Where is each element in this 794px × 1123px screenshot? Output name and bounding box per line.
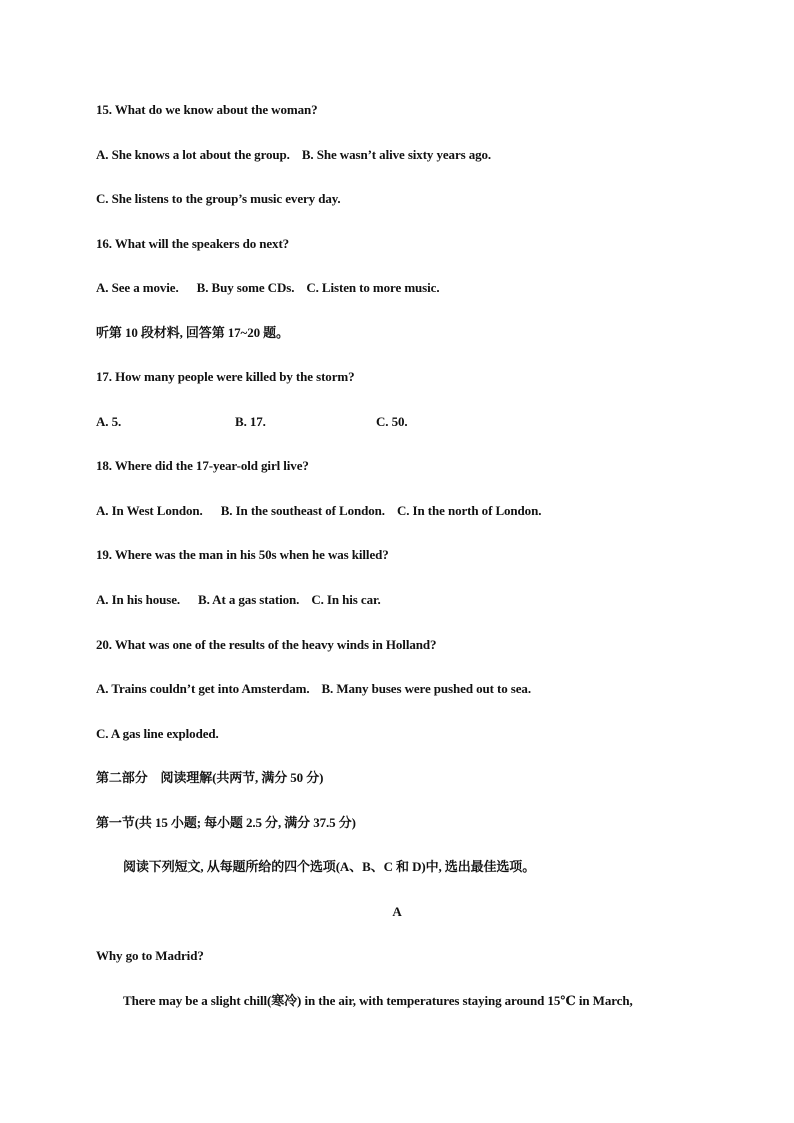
q18-option-c: C. In the north of London.	[396, 503, 542, 518]
question-17: 17. How many people were killed by the storm?	[96, 369, 355, 384]
question-18-options	[96, 502, 541, 520]
q18-option-b: B. In the southeast of London.	[220, 503, 385, 518]
section-1-heading: 第一节(共 15 小题; 每小题 2.5 分, 满分 37.5 分)	[96, 815, 356, 830]
question-15: 15. What do we know about the woman?	[96, 102, 318, 117]
q18-option-a: A. In West London.	[96, 503, 203, 518]
q17-option-c: C. 50.	[376, 414, 408, 429]
q19-option-a: A. In his house.	[96, 592, 181, 607]
question-19-options	[96, 591, 381, 609]
q20-option-c: C. A gas line exploded.	[96, 726, 219, 741]
q16-option-b: B. Buy some CDs.	[196, 280, 295, 295]
section-10-instruction: 听第 10 段材料, 回答第 17~20 题。	[96, 325, 289, 340]
reading-instruction: 阅读下列短文, 从每题所给的四个选项(A、B、C 和 D)中, 选出最佳选项。	[123, 859, 536, 874]
q16-option-a: A. See a movie.	[96, 280, 179, 295]
passage-first-line: There may be a slight chill(寒冷) in the air, with temperatures staying around 15℃ in March,	[123, 993, 633, 1008]
question-16: 16. What will the speakers do next?	[96, 236, 290, 251]
q16-option-c: C. Listen to more music.	[306, 280, 440, 295]
q19-option-b: B. At a gas station.	[198, 592, 300, 607]
question-15-options-row-1	[96, 146, 491, 164]
passage-label: A	[392, 904, 402, 919]
question-20: 20. What was one of the results of the heavy winds in Holland?	[96, 637, 437, 652]
q20-option-a: A. Trains couldn’t get into Amsterdam.	[96, 681, 310, 696]
question-18: 18. Where did the 17-year-old girl live?	[96, 458, 309, 473]
question-16-options	[96, 279, 439, 297]
q15-option-c: C. She listens to the group’s music every day.	[96, 191, 341, 206]
q17-option-a: A. 5.	[96, 414, 122, 429]
q17-option-b: B. 17.	[235, 414, 266, 429]
question-20-options-row-1	[96, 680, 531, 698]
q15-option-a: A. She knows a lot about the group.	[96, 147, 290, 162]
q20-option-b: B. Many buses were pushed out to sea.	[321, 681, 531, 696]
part-2-heading: 第二部分 阅读理解(共两节, 满分 50 分)	[96, 770, 324, 785]
question-17-options	[96, 413, 496, 431]
q19-option-c: C. In his car.	[311, 592, 381, 607]
question-19: 19. Where was the man in his 50s when he was killed?	[96, 547, 389, 562]
q15-option-b: B. She wasn’t alive sixty years ago.	[301, 147, 492, 162]
passage-title: Why go to Madrid?	[96, 948, 204, 963]
